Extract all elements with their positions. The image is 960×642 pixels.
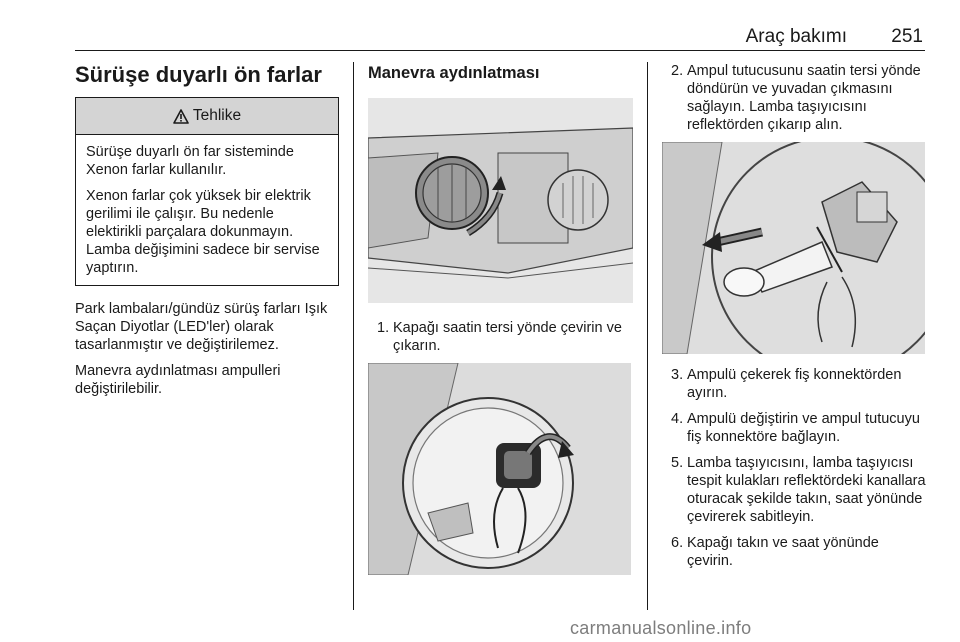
warning-text: Xenon farlar çok yüksek bir elektrik gerilimi ile çalışır. Bu nedenle elektirikli parçalara dokunmayın. Lamba değişimini sadece bir servise yaptırın.: [86, 188, 320, 276]
step-number: 3.: [671, 367, 684, 383]
step-text: Ampul tutucusunu saatin tersi yönde döndürün ve yuvadan çıkmasını sağlayın. Lamba taşıyıcısını reflektörden çıkarıp alın.: [687, 63, 921, 133]
step-text: Ampulü çekerek fiş konnektörden ayırın.: [687, 367, 902, 401]
step-text: Kapağı takın ve saat yönünde çevirin.: [687, 535, 879, 569]
body-paragraph: Manevra aydınlatması ampulleri değiştirilebilir.: [75, 363, 281, 397]
danger-warning-box: [75, 97, 339, 286]
page-number: 251: [891, 26, 923, 47]
list-item: [368, 319, 633, 355]
steps-list: [662, 62, 927, 134]
list-item: [662, 454, 927, 526]
warning-triangle-icon: [173, 109, 189, 124]
column-divider-1: [353, 62, 354, 610]
step-text: Lamba taşıyıcısını, lamba taşıyıcısı tespit kulakları reflektördeki kanallara oturacak şekilde takın, saat yönünde çevirerek sabitleyin.: [687, 455, 926, 525]
body-paragraph: Park lambaları/gündüz sürüş farları Işık Saçan Diyotlar (LED'ler) olarak tasarlanmıştır ve değiştirilemez.: [75, 301, 328, 353]
list-item: [662, 410, 927, 446]
page-header: [75, 24, 925, 51]
step-number: 5.: [671, 455, 684, 471]
warning-label: Tehlike: [192, 107, 242, 124]
headlamp-rear-cover-illustration: [368, 98, 633, 303]
step-number: 6.: [671, 535, 684, 551]
column-divider-2: [647, 62, 648, 610]
warning-header: [76, 98, 338, 135]
list-item: [662, 62, 927, 134]
chapter-title: Araç bakımı: [745, 26, 847, 47]
step-number: 1.: [377, 320, 390, 336]
list-item: [662, 534, 927, 570]
step-text: Ampulü değiştirin ve ampul tutucuyu fiş konnektöre bağlayın.: [687, 411, 920, 445]
list-item: [662, 366, 927, 402]
bulb-holder-illustration: [368, 363, 631, 575]
steps-list: [662, 366, 927, 570]
step-number: 2.: [671, 63, 684, 79]
subsection-title: Manevra aydınlatması: [368, 64, 540, 82]
steps-list: [368, 319, 633, 355]
step-text: Kapağı saatin tersi yönde çevirin ve çıkarın.: [393, 320, 622, 354]
middle-column: [368, 62, 633, 575]
watermark: carmanualsonline.info: [570, 618, 752, 638]
bulb-removal-illustration: [662, 142, 925, 354]
section-title: Sürüşe duyarlı ön farlar: [75, 62, 322, 87]
warning-text: Sürüşe duyarlı ön far sisteminde Xenon farlar kullanılır.: [86, 144, 294, 178]
left-column: [75, 62, 340, 406]
right-column: [662, 62, 927, 578]
step-number: 4.: [671, 411, 684, 427]
warning-body: [76, 135, 338, 285]
